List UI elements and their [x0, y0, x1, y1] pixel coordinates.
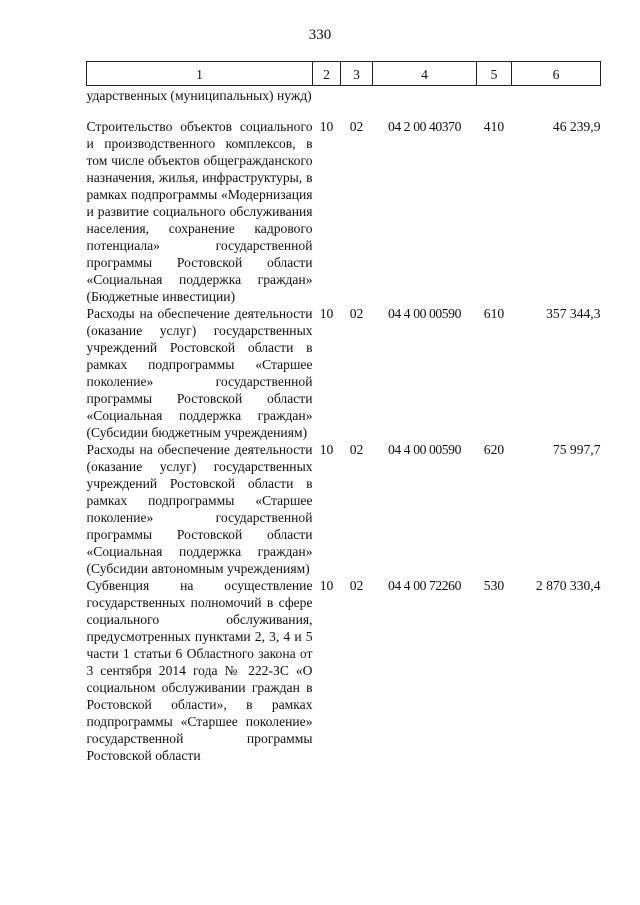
- row-target-code: 04 4 00 00590: [388, 442, 461, 457]
- row-target-code: 04 4 00 72260: [388, 578, 461, 593]
- table-row: [87, 441, 601, 577]
- table-row: [87, 118, 601, 305]
- row-description: ударственных (муниципальных) нужд): [86, 88, 312, 103]
- row-section: 10: [319, 306, 334, 321]
- header-col-2: 2: [313, 62, 341, 86]
- row-amount: 75 997,7: [552, 442, 601, 457]
- row-description: Расходы на обеспечение деятельности (оказание услуг) государственных учреждений Ростовской области в рамках подпрограммы «Старшее поколение» государственной программы Ростовской области «Социальная поддержка граждан» (Субсидии автономным учреждениям): [86, 442, 313, 576]
- table-row: [87, 577, 601, 764]
- row-expense-type: 410: [483, 119, 505, 134]
- row-expense-type: [477, 86, 512, 119]
- row-expense-type: 620: [483, 442, 505, 457]
- table-row: [87, 305, 601, 441]
- row-target-code: 04 4 00 00590: [388, 306, 461, 321]
- table-header-row: [87, 62, 601, 86]
- row-subsection: 02: [349, 119, 364, 134]
- row-amount: 46 239,9: [552, 119, 601, 134]
- budget-table: [86, 61, 601, 764]
- row-description: Субвенция на осуществление государственных полномочий в сфере социального обслуживания, предусмотренных пунктами 2, 3, 4 и 5 части 1 статьи 6 Областного закона от 3 сентября 2014 года № 222-ЗС «О социальном обслуживании граждан в Ростовской области», в рамках подпрограммы «Старшее поколение» государственной программы Ростовской области: [86, 578, 313, 763]
- row-section: 10: [319, 578, 334, 593]
- row-description: Расходы на обеспечение деятельности (оказание услуг) государственных учреждений Ростовской области в рамках подпрограммы «Старшее поколение» государственной программы Ростовской области «Социальная поддержка граждан» (Субсидии бюджетным учреждениям): [86, 306, 313, 440]
- page-number: 330: [308, 27, 332, 43]
- header-col-5: 5: [477, 62, 512, 86]
- row-amount: 2 870 330,4: [535, 578, 601, 593]
- header-col-3: 3: [341, 62, 373, 86]
- row-section: [313, 86, 341, 119]
- row-subsection: 02: [349, 306, 364, 321]
- header-col-6: 6: [512, 62, 601, 86]
- header-col-1: 1: [87, 62, 313, 86]
- row-subsection: 02: [349, 442, 364, 457]
- row-amount: 357 344,3: [546, 306, 601, 321]
- row-amount: [512, 86, 601, 119]
- row-description: Строительство объектов социального и производственного комплексов, в том числе объектов общегражданского назначения, жилья, инфраструктуры, в рамках подпрограммы «Модернизация и развитие социального обслуживания населения, сохранение кадрового потенциала» государственной программы Ростовской области «Социальная поддержка граждан» (Бюджетные инвестиции): [86, 119, 313, 304]
- row-target-code: 04 2 00 40370: [388, 119, 461, 134]
- row-expense-type: 610: [483, 306, 505, 321]
- header-col-4: 4: [373, 62, 477, 86]
- row-section: 10: [319, 442, 334, 457]
- row-target-code: [373, 86, 477, 119]
- table-row: [87, 86, 601, 119]
- row-expense-type: 530: [483, 578, 505, 593]
- row-subsection: [341, 86, 373, 119]
- row-section: 10: [319, 119, 334, 134]
- row-subsection: 02: [349, 578, 364, 593]
